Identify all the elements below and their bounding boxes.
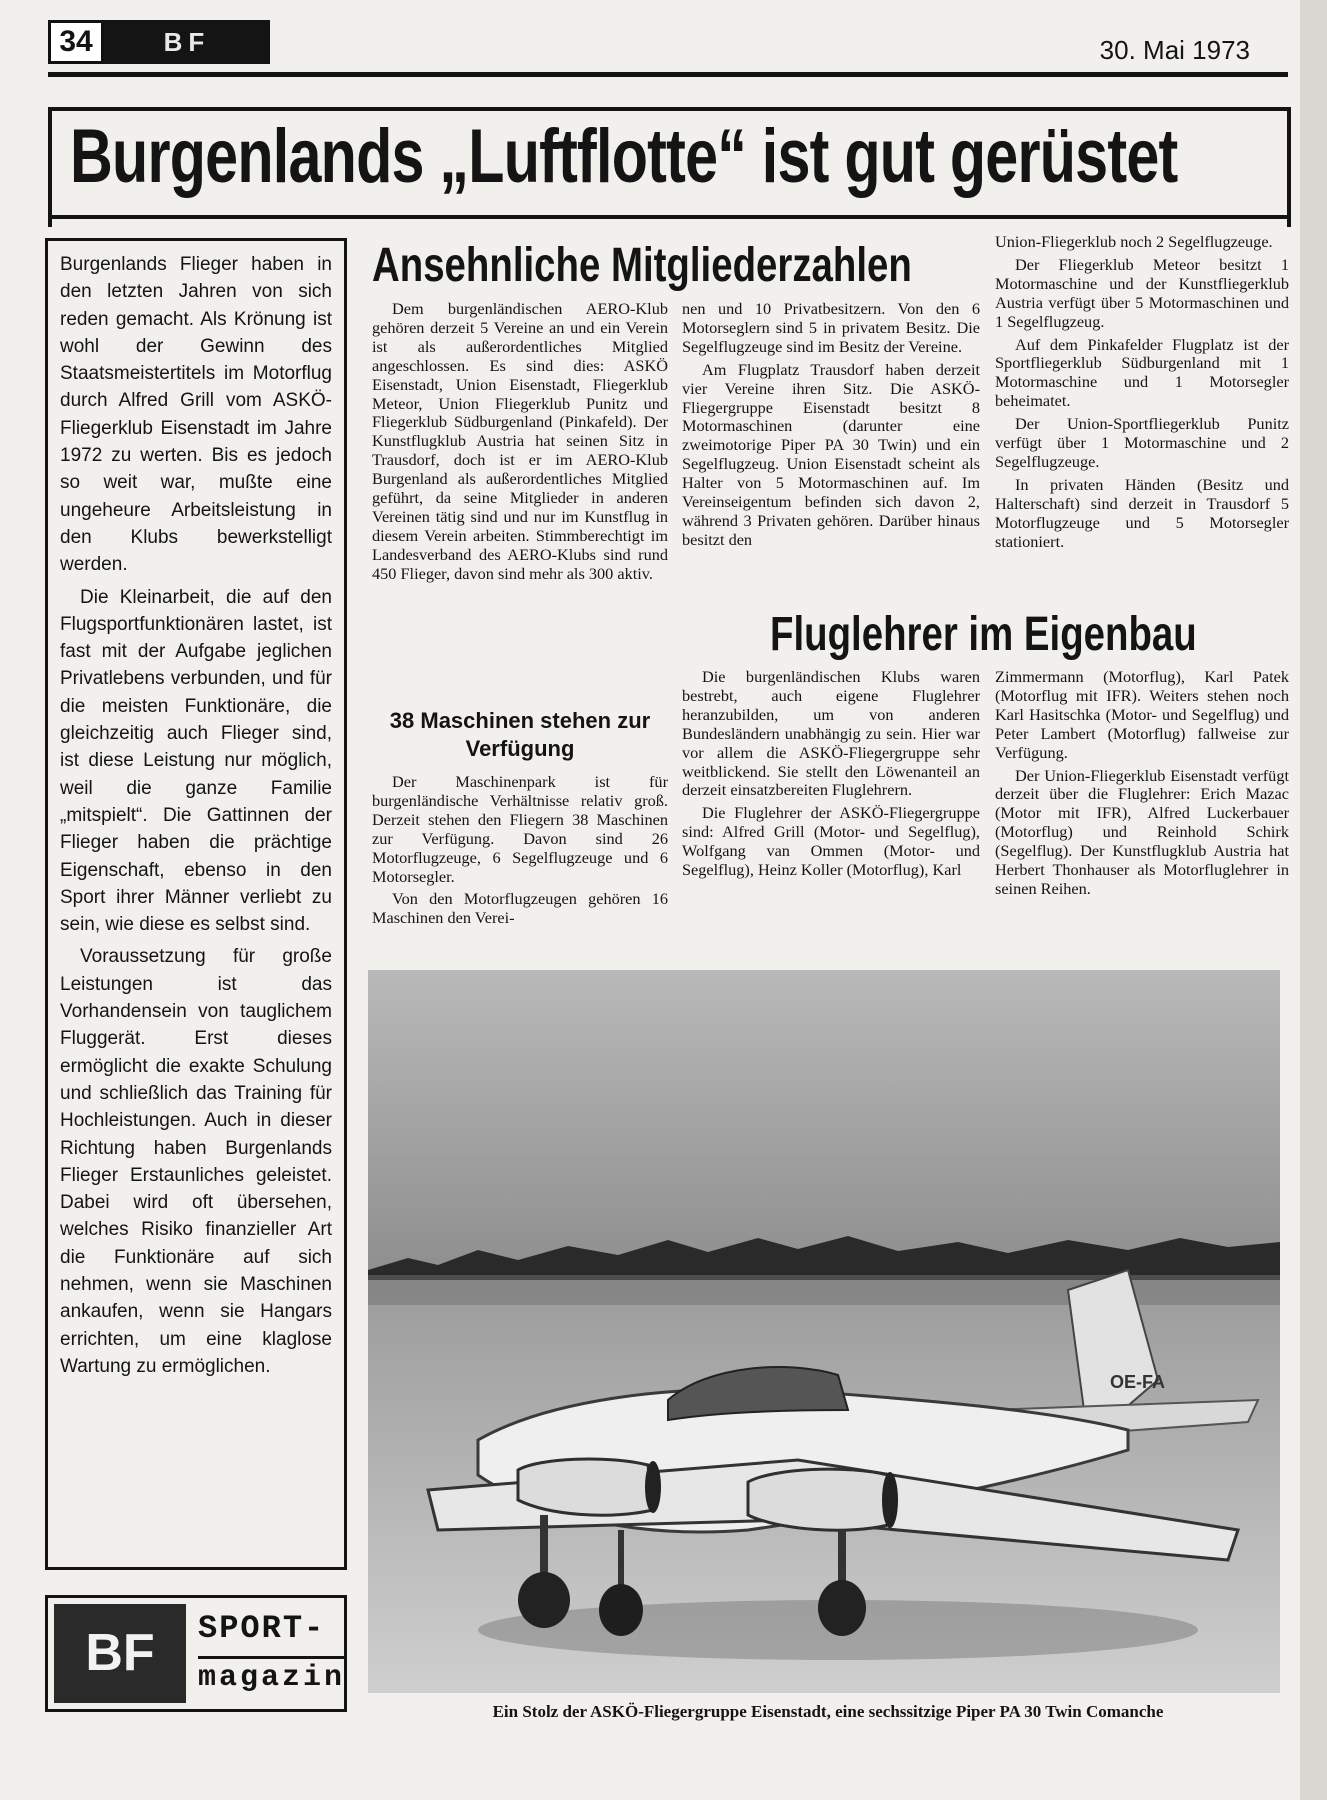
article-paragraph: Die burgenländischen Klubs waren bestrebt, auch eigene Fluglehrer heranzubilden, um von anderen Bundesländern unabhängig zu sein. Hier war vor allem die ASKÖ-Fliegergruppe sehr weitblickend. Sie stellt den Löwenanteil an derzeit einsatzbereiten Fluglehrern. bbox=[682, 667, 980, 800]
headline-rule bbox=[48, 215, 1291, 219]
article-paragraph: Auf dem Pinkafelder Flugplatz ist der Sportfliegerklub Südburgenland mit 1 Motormaschine und 1 Motorsegler beheimatet. bbox=[995, 334, 1289, 411]
article-paragraph: Am Flugplatz Trausdorf haben derzeit vier Vereine ihren Sitz. Die ASKÖ-Fliegergruppe Eisenstadt besitzt 8 Motormaschinen (darunter eine zweimotorige Piper PA 30 Twin) und ein Segelflugzeug. Union Eisenstadt scheint als Halter von 5 Motormaschinen auf. Im Vereinseigentum befinden sich davon 2, während 3 Privaten gehören. Darüber hinaus besitzt den bbox=[682, 359, 980, 549]
subheading-machines: 38 Maschinen stehen zur Verfügung bbox=[389, 708, 651, 761]
photo-caption: Ein Stolz der ASKÖ-Fliegergruppe Eisenstadt, eine sechssitzige Piper PA 30 Twin Comanche bbox=[492, 1702, 1164, 1721]
article-paragraph: Der Union-Sportfliegerklub Punitz verfügt über 1 Motormaschine und 2 Segelflugzeuge. bbox=[995, 414, 1289, 471]
article-column-2b bbox=[682, 668, 980, 880]
article-paragraph: Dem burgenländischen AERO-Klub gehören derzeit 5 Vereine an und ein Verein ist als außerordentliches Mitglied angeschlossen. Es sind dies: ASKÖ Eisenstadt, Union Eisenstadt, Fliegerklub Meteor, Union Fliegerklub Punitz und Fliegerklub Südburgenland (Pinkafeld). Der Kunstflugklub Austria hat seinen Sitz in Trausdorf, doch ist er im AERO-Klub Burgenland als außerordentliches Mitglied geführt, da seine Mitglieder in anderen Vereinen tätig sind und nur im Kunstflug in diesem Verein arbeiten. Stimmberechtigt im Landesverband des AERO-Klubs sind rund 450 Flieger, davon sind mehr als 300 aktiv. bbox=[372, 299, 668, 583]
article-paragraph: Zimmermann (Motorflug), Karl Patek (Motorflug mit IFR). Weiters stehen noch Karl Hasitschka (Motor- und Segelflug) und Peter Lambert (Motorflug) fallweise zur Verfügung. bbox=[995, 667, 1289, 762]
article-paragraph: nen und 10 Privatbesitzern. Von den 6 Motorseglern sind 5 in privatem Besitz. Die Segelflugzeuge sind im Besitz der Vereine. bbox=[682, 299, 980, 356]
sportmagazin-logo bbox=[45, 1595, 347, 1712]
sidebar-paragraph: Die Kleinarbeit, die auf den Flugsportfunktionären lastet, ist fast mit der Aufgabe jeglichen Privatlebens verbunden, und für die meisten Funktionäre, die gleichzeitig auch Flieger sind, ist diese Leistung nur möglich, weil die ganze Familie „mitspielt“. Die Gattinnen der Flieger haben die prächtige Eigenschaft, ebenso in den Sport ihrer Männer verliebt zu sein, wie diese es selbst sind. bbox=[60, 586, 332, 936]
sidebar-paragraph: Burgenlands Flieger haben in den letzten Jahren von sich reden gemacht. Als Krönung ist wohl der Gewinn des Staatsmeistertitels im Motorflug durch Alfred Grill vom ASKÖ-Fliegerklub Eisenstadt im Jahre 1972 zu werten. Bis es jedoch so weit war, mußte eine ungeheure Arbeitsleistung in den Klubs bewerkstelligt werden. bbox=[60, 254, 332, 576]
page-number: 34 bbox=[48, 20, 104, 64]
section-tag: BF bbox=[104, 20, 270, 64]
article-paragraph: Von den Motorflugzeugen gehören 16 Maschinen den Verei- bbox=[372, 889, 668, 928]
article-column-3b bbox=[995, 668, 1289, 899]
article-paragraph: Der Fliegerklub Meteor besitzt 1 Motormaschine und der Kunstfliegerklub Austria verfügt über 5 Motormaschinen und 1 Segelflugzeug. bbox=[995, 254, 1289, 331]
sidebar-column bbox=[45, 238, 347, 1570]
article-column-1b bbox=[372, 773, 668, 928]
article-paragraph: In privaten Händen (Besitz und Halterschaft) sind derzeit in Trausdorf 5 Motorflugzeuge und 5 Motorsegler stationiert. bbox=[995, 474, 1289, 551]
headline: Burgenlands „Luftflotte“ ist gut gerüstet bbox=[70, 114, 1178, 199]
sidebar-paragraph: Voraussetzung für große Leistungen ist das Vorhandensein von tauglichem Fluggerät. Erst dieses ermöglicht die exakte Schulung und schließlich das Training für Hochleistungen. Auch in dieser Richtung haben Burgenlands Flieger Erstaunliches geleistet. Dabei wird oft übersehen, welches Risiko finanzieller Art die Funktionäre auf sich nehmen, wenn sie Maschinen ankaufen, wenn sie Hangars errichten, um eine klaglose Wartung zu ermöglichen. bbox=[60, 946, 332, 1377]
logo-line-2: magazin bbox=[198, 1656, 345, 1695]
article-paragraph: Der Maschinenpark ist für burgenländische Verhältnisse relativ groß. Derzeit stehen den Fliegern 38 Maschinen zur Verfügung. Davon sind 26 Motorflugzeuge, 6 Segelflugzeuge und 6 Motorsegler. bbox=[372, 772, 668, 886]
article-paragraph: Der Union-Fliegerklub Eisenstadt verfügt derzeit über die Fluglehrer: Erich Mazac (Motor mit IFR), Alfred Luckerbauer (Motorflug) und Reinhold Schirk (Segelflug). Der Kunstflugklub Austria hat Herbert Thonhauser als Motorfluglehrer in seinen Reihen. bbox=[995, 765, 1289, 898]
top-rule bbox=[48, 72, 1288, 77]
subheading-members: Ansehnliche Mitgliederzahlen bbox=[372, 239, 912, 292]
airplane-photo bbox=[368, 970, 1280, 1693]
article-column-2a bbox=[682, 300, 980, 550]
article-paragraph: Union-Fliegerklub noch 2 Segelflugzeuge. bbox=[995, 232, 1273, 251]
logo-line-1: SPORT- bbox=[198, 1610, 326, 1647]
article-column-3a bbox=[995, 233, 1289, 552]
article-paragraph: Die Fluglehrer der ASKÖ-Fliegergruppe sind: Alfred Grill (Motor- und Segelflug), Wolfgang van Ommen (Motor- und Segelflug), Heinz Koller (Motorflug), Karl bbox=[682, 803, 980, 880]
page-edge-shadow bbox=[1300, 0, 1327, 1800]
logo-mark: BF bbox=[54, 1604, 186, 1703]
issue-date: 30. Mai 1973 bbox=[1099, 35, 1250, 65]
airplane-illustration bbox=[368, 970, 1280, 1693]
aircraft-registration: OE-FA bbox=[1110, 1372, 1166, 1392]
article-column-1a bbox=[372, 300, 668, 584]
subheading-instructors: Fluglehrer im Eigenbau bbox=[770, 608, 1197, 661]
